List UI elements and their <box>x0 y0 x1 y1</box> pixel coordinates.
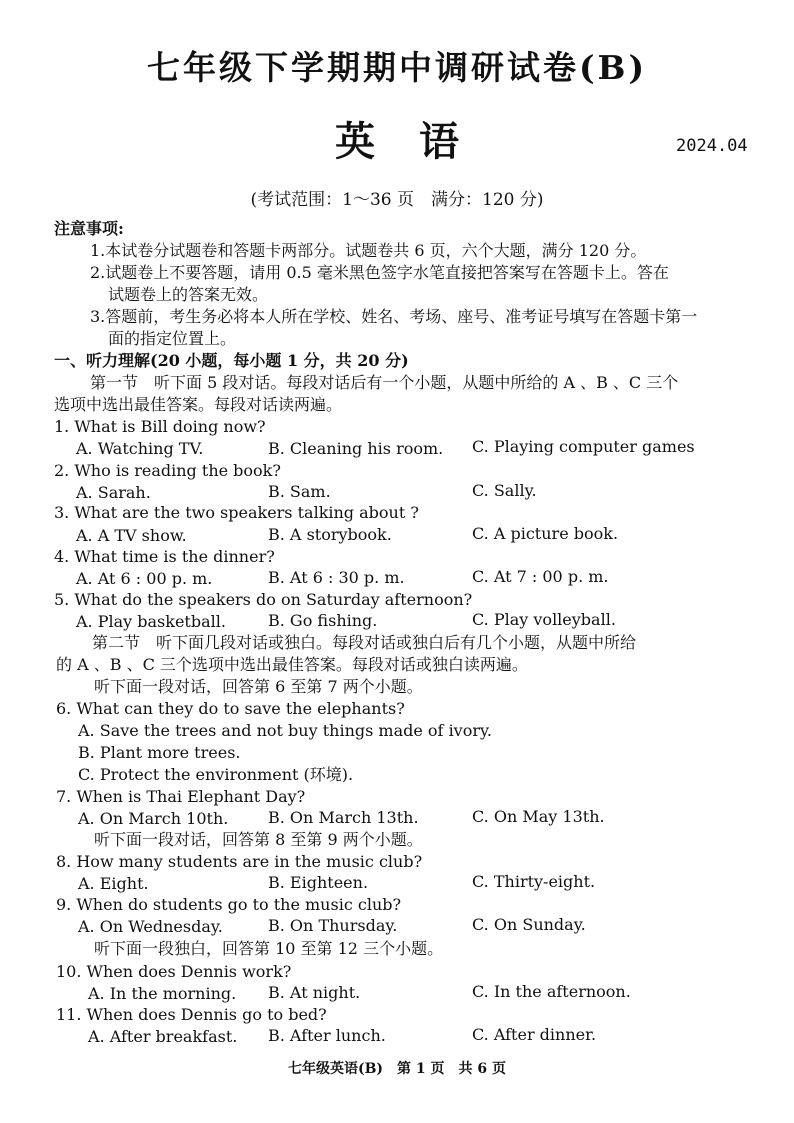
q4-option-c: C. At 7 : 00 p. m. <box>472 567 609 586</box>
q9-option-c: C. On Sunday. <box>472 915 586 934</box>
part1-instruction-cont: 选项中选出最佳答案。每段对话读两遍。 <box>54 395 343 414</box>
q6-option-b: B. Plant more trees. <box>78 743 241 762</box>
part1-instruction: 第一节 听下面 5 段对话。每段对话后有一个小题，从题中所给的 A 、B 、C 三个 <box>90 373 679 392</box>
q4-option-b: B. At 6 : 30 p. m. <box>268 568 405 587</box>
q10-option-c: C. In the afternoon. <box>472 982 631 1001</box>
q3-option-b: B. A storybook. <box>268 525 392 544</box>
page-footer: 七年级英语(B) 第 1 页 共 6 页 <box>287 1061 507 1077</box>
q5-option-a: A. Play basketball. <box>76 612 226 631</box>
q10-option-a: A. In the morning. <box>88 984 237 1003</box>
q5-option-c: C. Play volleyball. <box>472 610 616 629</box>
section-heading: 一、听力理解(20 小题，每小题 1 分，共 20 分) <box>54 351 409 370</box>
q11-option-a: A. After breakfast. <box>88 1027 238 1046</box>
q11-option-c: C. After dinner. <box>472 1025 597 1044</box>
question-6: 6. What can they do to save the elephants? <box>56 699 405 718</box>
q2-option-c: C. Sally. <box>472 481 537 500</box>
exam-date: 2024.04 <box>676 136 748 156</box>
q7-option-a: A. On March 10th. <box>78 809 229 828</box>
q1-option-c: C. Playing computer games <box>472 437 695 456</box>
q8-option-b: B. Eighteen. <box>268 873 369 892</box>
q11-option-b: B. After lunch. <box>268 1026 386 1045</box>
q8-option-c: C. Thirty-eight. <box>472 872 596 891</box>
q6-option-a: A. Save the trees and not buy things made of ivory. <box>78 721 492 740</box>
question-1: 1. What is Bill doing now? <box>54 417 266 436</box>
question-10: 10. When does Dennis work? <box>56 962 292 981</box>
notes-heading: 注意事项: <box>54 219 124 238</box>
q7-option-b: B. On March 13th. <box>268 808 419 827</box>
question-9: 9. When do students go to the music club? <box>56 895 402 914</box>
question-5: 5. What do the speakers do on Saturday afternoon? <box>54 590 473 609</box>
note-item-3-cont: 面的指定位置上。 <box>108 329 237 348</box>
question-11: 11. When does Dennis go to bed? <box>56 1005 327 1024</box>
intro-questions-8-9: 听下面一段对话，回答第 8 至第 9 两个小题。 <box>94 830 423 849</box>
note-item-1: 1.本试卷分试题卷和答题卡两部分。试题卷共 6 页，六个大题，满分 120 分。 <box>90 241 647 260</box>
q8-option-a: A. Eight. <box>78 874 149 893</box>
q4-option-a: A. At 6 : 00 p. m. <box>76 569 213 588</box>
intro-questions-6-7: 听下面一段对话，回答第 6 至第 7 两个小题。 <box>94 677 423 696</box>
note-item-2: 2.试题卷上不要答题，请用 0.5 毫米黑色签字水笔直接把答案写在答题卡上。答在 <box>90 263 669 282</box>
q6-option-c: C. Protect the environment (环境). <box>78 765 354 784</box>
q2-option-b: B. Sam. <box>268 482 331 501</box>
q3-option-c: C. A picture book. <box>472 524 619 543</box>
q10-option-b: B. At night. <box>268 983 361 1002</box>
q1-option-a: A. Watching TV. <box>76 439 204 458</box>
q3-option-a: A. A TV show. <box>76 526 187 545</box>
exam-scope: (考试范围：1～36 页 满分：120 分) <box>250 190 544 210</box>
subject-title: 英语 <box>335 118 503 165</box>
question-3: 3. What are the two speakers talking about ? <box>54 503 419 522</box>
part2-instruction: 第二节 听下面几段对话或独白。每段对话或独白后有几个小题，从题中所给 <box>92 633 637 652</box>
q5-option-b: B. Go fishing. <box>268 611 378 630</box>
q1-option-b: B. Cleaning his room. <box>268 439 444 458</box>
q2-option-a: A. Sarah. <box>76 483 151 502</box>
question-2: 2. Who is reading the book? <box>54 461 281 480</box>
exam-title: 七年级下学期期中调研试卷(B) <box>146 48 648 87</box>
note-item-3: 3.答题前，考生务必将本人所在学校、姓名、考场、座号、准考证号填写在答题卡第一 <box>90 307 698 326</box>
question-7: 7. When is Thai Elephant Day? <box>56 787 306 806</box>
q7-option-c: C. On May 13th. <box>472 807 605 826</box>
q9-option-a: A. On Wednesday. <box>78 917 223 936</box>
intro-questions-10-12: 听下面一段独白，回答第 10 至第 12 三个小题。 <box>94 939 444 958</box>
note-item-2-cont: 试题卷上的答案无效。 <box>108 285 269 304</box>
question-4: 4. What time is the dinner? <box>54 547 275 566</box>
question-8: 8. How many students are in the music club? <box>56 852 423 871</box>
part2-instruction-cont: 的 A 、B 、C 三个选项中选出最佳答案。每段对话或独白读两遍。 <box>56 655 528 674</box>
q9-option-b: B. On Thursday. <box>268 916 398 935</box>
